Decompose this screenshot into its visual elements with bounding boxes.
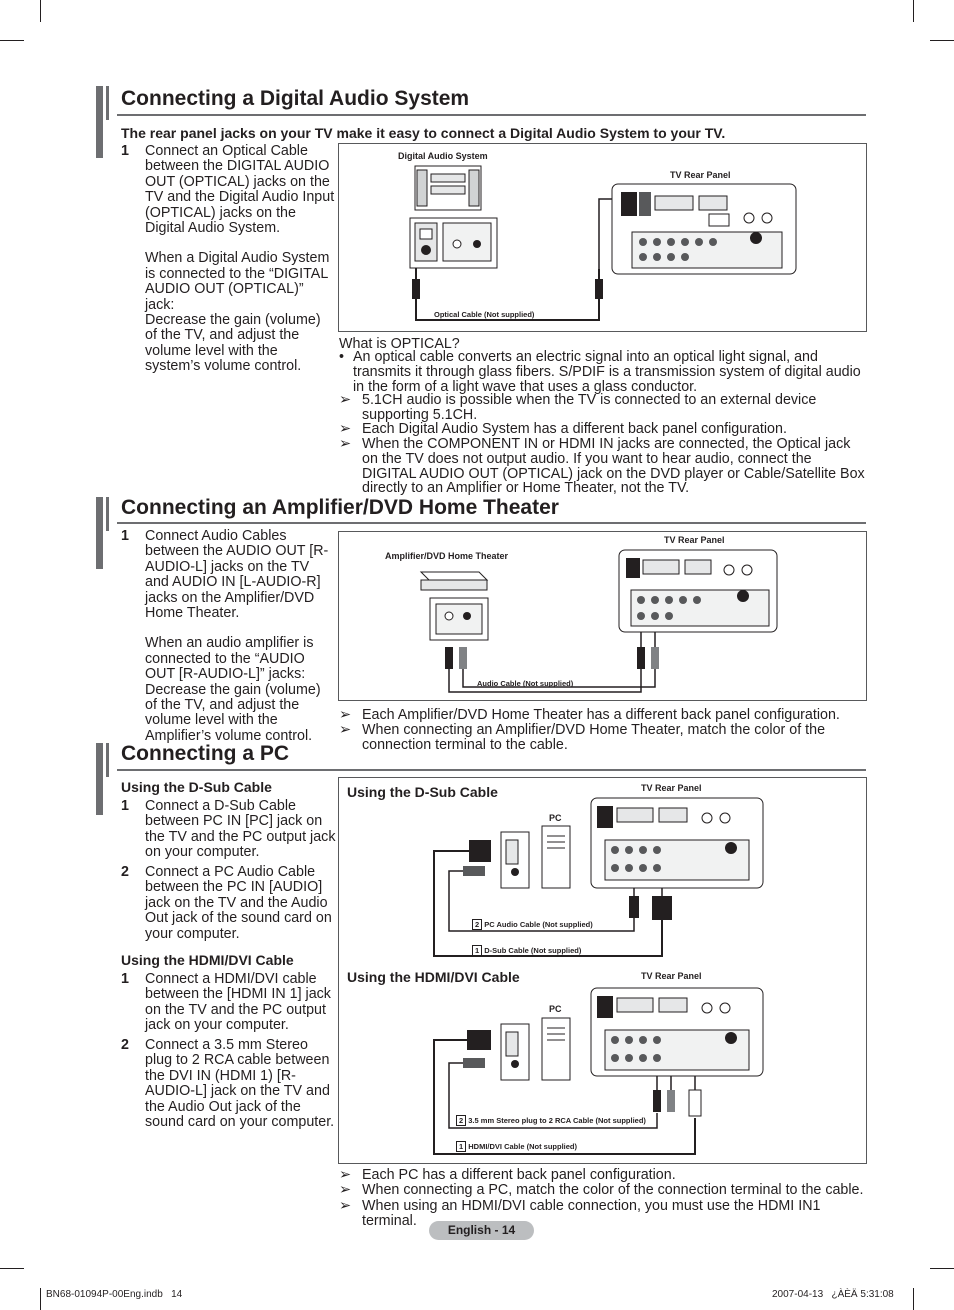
bullet-mark: •	[339, 349, 345, 365]
diagram-art	[339, 532, 866, 700]
note-arrow-icon: ➢	[339, 1182, 351, 1198]
crop-mark	[913, 0, 914, 22]
section-bar	[106, 86, 109, 120]
section-title: Connecting a Digital Audio System	[121, 87, 470, 110]
intro-text: The rear panel jacks on your TV make it easy to connect a Digital Audio System to your TV.	[121, 125, 726, 141]
step-number: 1	[121, 528, 129, 544]
crop-mark	[40, 0, 41, 22]
optical-bullet: • An optical cable converts an electric signal into an optical light signal, and transmits it through glass fibers. S/PDIF is a transmission system of digital audio in the form of a light wave that uses a glass conductor.	[339, 349, 861, 395]
step-extra: When an audio amplifier is connected to the “AUDIO OUT [R-AUDIO-L]” jacks: Decrease the gain (volume) of the TV, and adjust the volume level with the Amplifier’s volume control.	[145, 635, 321, 744]
diagram-art	[339, 144, 866, 331]
section-rule	[117, 522, 866, 524]
step-text: Connect Audio Cables between the AUDIO OUT [R-AUDIO-L] jacks on the TV and AUDIO IN [L-AUDIO-R] jacks on the Amplifier/DVD Home Theater.	[145, 528, 329, 622]
crop-mark	[930, 1268, 954, 1269]
amplifier-diagram	[338, 531, 867, 701]
note-arrow-icon: ➢	[339, 1167, 351, 1183]
section-rule	[117, 769, 866, 771]
crop-mark	[913, 1288, 914, 1310]
section-bar	[106, 743, 109, 777]
cable-label: Optical Cable (Not supplied)	[434, 310, 535, 319]
pc-label: PC	[549, 813, 562, 823]
section-title: Connecting an Amplifier/DVD Home Theater	[121, 496, 559, 519]
cable-label: 1 HDMI/DVI Cable (Not supplied)	[456, 1142, 577, 1151]
dsub-heading: Using the D-Sub Cable	[121, 779, 272, 795]
section-bar	[96, 497, 103, 569]
note-item: ➢ Each Digital Audio System has a different back panel configuration.	[339, 421, 787, 437]
cable-label: Audio Cable (Not supplied)	[477, 679, 574, 688]
system-label: Digital Audio System	[398, 151, 488, 161]
pc-diagram	[338, 777, 867, 1164]
step-1	[121, 529, 336, 744]
section-bar	[96, 743, 103, 815]
note-item: ➢ 5.1CH audio is possible when the TV is connected to an external device supporting 5.1CH.	[339, 392, 817, 423]
section-bar	[96, 86, 103, 158]
step-text: Connect an Optical Cable between the DIGITAL AUDIO OUT (OPTICAL) jacks on the TV and the Digital Audio Input (OPTICAL) jacks on the Digital Audio System.	[145, 143, 335, 237]
crop-mark	[0, 1268, 24, 1269]
note-arrow-icon: ➢	[339, 436, 351, 452]
step-extra: When a Digital Audio System is connected to the “DIGITAL AUDIO OUT (OPTICAL)” jack: Decrease the gain (volume) of the TV, and adjust the volume level with the system’s volume control.	[145, 250, 330, 375]
section-rule	[117, 114, 866, 116]
step-2: 2 Connect a 3.5 mm Stereo plug to 2 RCA cable between the DVI IN (HDMI 1) [R-AUDIO-L] jack on the TV and the Audio Out jack of the sound card on your computer.	[121, 1037, 335, 1131]
note-item: ➢ When using an HDMI/DVI cable connection, you must use the HDMI IN1 terminal.	[339, 1198, 821, 1229]
cable-label: 2 3.5 mm Stereo plug to 2 RCA Cable (Not supplied)	[456, 1116, 646, 1125]
note-item: ➢ When connecting a PC, match the color of the connection terminal to the cable.	[339, 1182, 864, 1198]
step-1: 1 Connect a D-Sub Cable between PC IN [PC] jack on the TV and the PC output jack on your computer.	[121, 798, 336, 861]
note-arrow-icon: ➢	[339, 392, 351, 408]
step-2: 2 Connect a PC Audio Cable between the PC IN [AUDIO] jack on the TV and the Audio Out jack of the sound card on your computer.	[121, 864, 332, 942]
note-item: ➢ Each Amplifier/DVD Home Theater has a different back panel configuration.	[339, 707, 840, 723]
diagram-art	[339, 778, 866, 1163]
dsub-diagram-title: Using the D-Sub Cable	[347, 784, 498, 800]
digital-audio-diagram	[338, 143, 867, 332]
cable-label: 1 D-Sub Cable (Not supplied)	[472, 946, 581, 955]
note-arrow-icon: ➢	[339, 707, 351, 723]
crop-mark	[40, 1288, 41, 1310]
note-arrow-icon: ➢	[339, 1198, 351, 1214]
note-arrow-icon: ➢	[339, 421, 351, 437]
pc-label: PC	[549, 1004, 562, 1014]
device-label: Amplifier/DVD Home Theater	[385, 551, 509, 561]
optical-question: What is OPTICAL?	[339, 336, 460, 352]
date-info: 2007-04-13 ¿ÀÈÄ 5:31:08	[772, 1289, 894, 1300]
crop-mark	[0, 40, 24, 41]
panel-label: TV Rear Panel	[641, 783, 702, 793]
panel-label: TV Rear Panel	[641, 971, 702, 981]
step-1: 1 Connect a HDMI/DVI cable between the [HDMI IN 1] jack on the TV and the PC output jack on your computer.	[121, 971, 331, 1034]
step-number: 1	[121, 143, 129, 159]
page-number-badge: English - 14	[429, 1221, 534, 1240]
file-info: BN68-01094P-00Eng.indb 14	[46, 1289, 183, 1300]
note-arrow-icon: ➢	[339, 722, 351, 738]
note-item: ➢ When the COMPONENT IN or HDMI IN jacks are connected, the Optical jack on the TV does not output audio. If you want to hear audio, connect the DIGITAL AUDIO OUT (OPTICAL) jack on the DVD player or Cable/Satellite Box directly to an Amplifier or Home Theater, not the TV.	[339, 436, 865, 497]
crop-mark	[930, 40, 954, 41]
hdmi-diagram-title: Using the HDMI/DVI Cable	[347, 969, 520, 985]
note-item: ➢ When connecting an Amplifier/DVD Home Theater, match the color of the connection terminal to the cable.	[339, 722, 826, 753]
section-title: Connecting a PC	[121, 742, 290, 765]
cable-label: 2 PC Audio Cable (Not supplied)	[472, 920, 593, 929]
note-item: ➢ Each PC has a different back panel configuration.	[339, 1167, 676, 1183]
panel-label: TV Rear Panel	[664, 535, 725, 545]
panel-label: TV Rear Panel	[670, 170, 731, 180]
section-bar	[106, 497, 109, 531]
hdmi-heading: Using the HDMI/DVI Cable	[121, 952, 294, 968]
step-1	[121, 144, 336, 375]
